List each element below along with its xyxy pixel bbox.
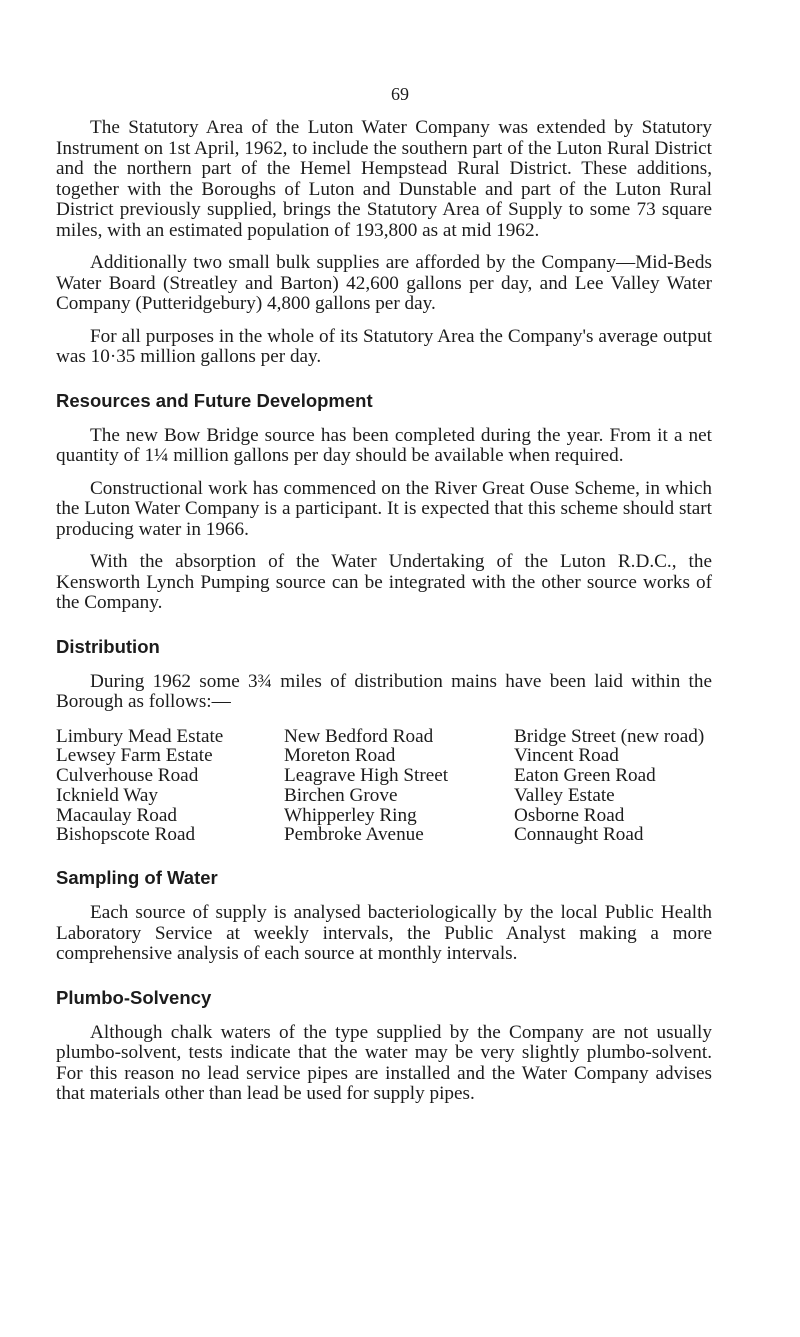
street-item: Bishopscote Road [56, 824, 196, 846]
street-item: Culverhouse Road [56, 765, 199, 787]
street-item: Moreton Road [284, 745, 396, 767]
resources-paragraph-1: The new Bow Bridge source has been completed during the year. From it a net quantity of 1¼ million gallons per day should be available when required. [56, 424, 712, 466]
resources-heading: Resources and Future Development [56, 389, 373, 411]
street-item: Icknield Way [56, 784, 158, 806]
street-item: Connaught Road [514, 824, 644, 846]
plumbo-solvency-paragraph: Although chalk waters of the type supplied by the Company are not usually plumbo-solvent, tests indicate that the water may be very slightly plumbo-solvent. For this reason no lead service pipes are installed and the Water Company advises that materials other than lead be used for supply pipes. [56, 1021, 712, 1105]
page-number: 69 [391, 84, 409, 104]
sampling-section [56, 867, 712, 965]
intro-section [56, 118, 712, 368]
street-column-2 [284, 727, 514, 846]
distribution-intro: During 1962 some 3¾ miles of distribution mains have been laid within the Borough as follows:— [56, 670, 712, 712]
intro-paragraph-3: For all purposes in the whole of its Statutory Area the Company's average output was 10·35 million gallons per day. [56, 325, 712, 367]
street-list [56, 727, 712, 846]
sampling-paragraph: Each source of supply is analysed bacteriologically by the local Public Health Laboratory Service at weekly intervals, the Public Analyst making a more comprehensive analysis of each source at monthly intervals. [56, 902, 712, 965]
intro-paragraph-2: Additionally two small bulk supplies are afforded by the Company—Mid-Beds Water Board (Streatley and Barton) 42,600 gallons per day, and Lee Valley Water Company (Putteridgebury) 4,800 gallons per day. [56, 252, 712, 314]
resources-paragraph-2: Constructional work has commenced on the River Great Ouse Scheme, in which the Luton Water Company is a participant. It is expected that this scheme should start producing water in 1966. [56, 477, 712, 540]
street-column-3 [514, 727, 712, 846]
street-column-1 [56, 727, 284, 846]
resources-section [56, 390, 712, 614]
resources-paragraph-3: With the absorption of the Water Undertaking of the Luton R.D.C., the Kensworth Lynch Pumping source can be integrated with the other source works of the Company. [56, 551, 712, 613]
sampling-heading: Sampling of Water [56, 867, 218, 889]
street-item: Whipperley Ring [284, 804, 417, 826]
street-item: Vincent Road [514, 745, 619, 767]
street-item: Lewsey Farm Estate [56, 745, 213, 767]
street-item: Osborne Road [514, 804, 625, 826]
distribution-heading: Distribution [56, 635, 160, 657]
page-content [56, 118, 712, 1105]
street-item: Bridge Street (new road) [514, 725, 705, 747]
street-item: Valley Estate [514, 784, 615, 806]
street-item: Eaton Green Road [514, 765, 656, 787]
plumbo-solvency-heading: Plumbo-Solvency [56, 986, 212, 1008]
street-item: Macaulay Road [56, 804, 177, 826]
intro-paragraph-1: The Statutory Area of the Luton Water Company was extended by Statutory Instrument on 1st April, 1962, to include the southern part of the Luton Rural District and the northern part of the Hemel Hempstead Rural District. These additions, together with the Boroughs of Luton and Dunstable and part of the Luton Rural District previously supplied, brings the Statutory Area of Supply to some 73 square miles, with an estimated population of 193,800 as at mid 1962. [56, 117, 712, 241]
street-item: New Bedford Road [284, 725, 434, 747]
plumbo-solvency-section [56, 987, 712, 1105]
street-item: Leagrave High Street [284, 765, 449, 787]
street-item: Pembroke Avenue [284, 824, 424, 846]
street-item: Birchen Grove [284, 784, 398, 806]
distribution-section [56, 636, 712, 846]
street-item: Limbury Mead Estate [56, 725, 224, 747]
